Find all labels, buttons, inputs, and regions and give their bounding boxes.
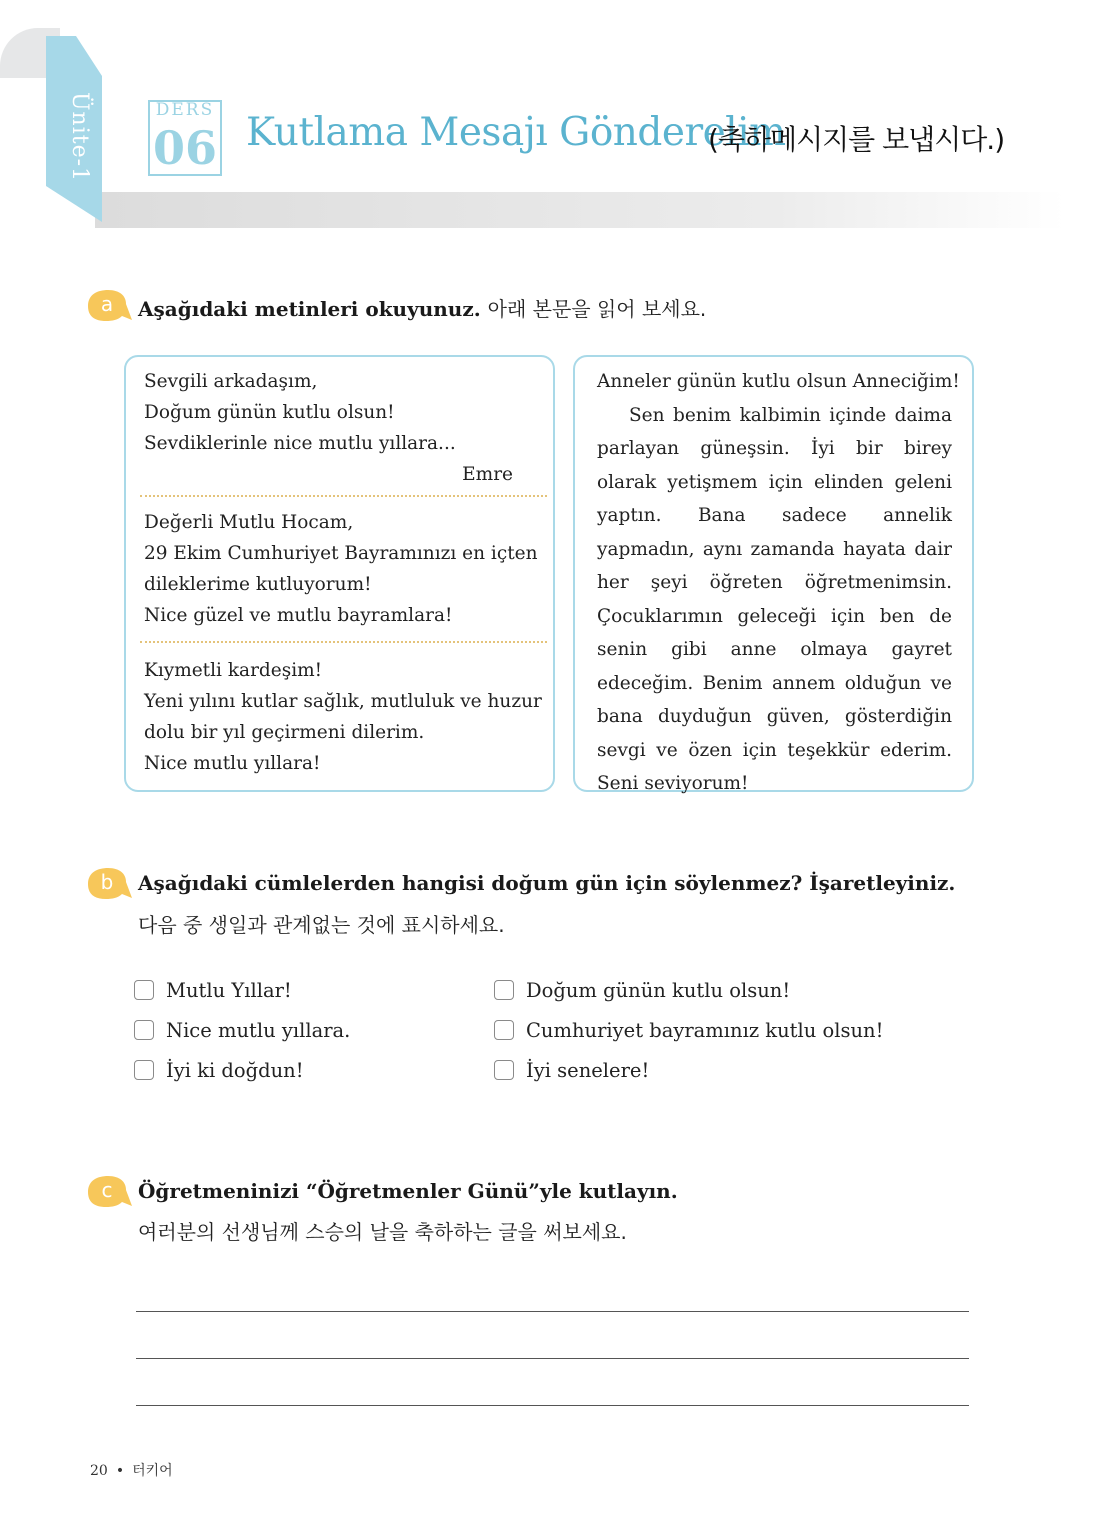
option-checkbox[interactable] [494,1055,649,1085]
message-3 [144,655,541,779]
dotted-divider [140,495,547,497]
letter-greeting: Anneler günün kutlu olsun Anneciğim! [597,371,960,392]
checkbox-icon[interactable] [494,1020,514,1040]
unit-tab-label: Ünite-1 [67,91,92,183]
answer-line[interactable] [136,1405,969,1406]
option-label: Doğum günün kutlu olsun! [526,978,791,1002]
section-a-instruction-ko: 아래 본문을 읽어 보세요. [487,297,707,321]
marker-a-letter: a [100,292,114,316]
lesson-word: DERS [155,100,215,120]
lesson-number: 06 [152,121,217,175]
header-bar [95,192,1065,228]
section-a-instruction [138,293,706,322]
option-checkbox[interactable] [134,1055,304,1085]
option-checkbox[interactable] [134,975,292,1005]
letter-box [573,355,974,792]
message-line: Değerli Mutlu Hocam, [144,512,354,533]
message-line: Kıymetli kardeşim! [144,660,323,681]
option-label: İyi senelere! [526,1058,650,1082]
book-title: 터키어 [132,1463,173,1479]
section-b-instruction: Aşağıdaki cümlelerden hangisi doğum gün için söylenmez? İşaretleyiniz. [138,871,956,895]
option-label: Mutlu Yıllar! [166,978,292,1002]
mothers-day-letter [597,365,960,801]
message-line: Sevdiklerinle nice mutlu yıllara... [144,433,456,454]
option-label: Nice mutlu yıllara. [166,1018,351,1042]
checkbox-icon[interactable] [494,980,514,1000]
message-line: Sevgili arkadaşım, [144,371,318,392]
page-number: 20 [90,1463,108,1479]
option-label: İyi ki doğdun! [166,1058,304,1082]
message-line: Nice mutlu yıllara! [144,753,321,774]
section-c-instruction-ko: 여러분의 선생님께 스승의 날을 축하하는 글을 써보세요. [138,1220,627,1244]
letter-body: Sen benim kalbimin içinde daima parlayan güneşsin. İyi bir birey olarak yetişmem için elinden geleni yaptın. Bana sadece annelik yapmadın, aynı zamanda hayata dair her şeyi öğreten öğretmenimsin. Çocuklarımın geleceği için ben de senin gibi anne olmaya gayret edeceğim. Benim annem olduğun ve bana duyduğun güven, gösterdiğin sevgi ve özen için teşekkür ederim. Seni seviyorum! [597,404,952,794]
option-checkbox[interactable] [494,975,790,1005]
answer-line[interactable] [136,1358,969,1359]
message-line: Nice güzel ve mutlu bayramlara! [144,605,453,626]
message-line: dolu bir yıl geçirmeni dilerim. [144,722,425,743]
checkbox-icon[interactable] [134,980,154,1000]
marker-c-letter: c [101,1178,113,1202]
message-line: 29 Ekim Cumhuriyet Bayramınızı en içten [144,543,538,564]
marker-b-letter: b [100,870,114,894]
message-line: Yeni yılını kutlar sağlık, mutluluk ve huzur [144,691,542,712]
option-label: Cumhuriyet bayramınız kutlu olsun! [526,1018,884,1042]
option-checkbox[interactable] [134,1015,350,1045]
answer-line[interactable] [136,1311,969,1312]
checkbox-icon[interactable] [134,1020,154,1040]
message-2 [144,507,541,631]
checkbox-icon[interactable] [134,1060,154,1080]
footer-bullet: • [115,1463,125,1479]
page-title-korean: (축하메시지를 보냅시다.) [708,123,1005,156]
message-signature: Emre [462,464,513,485]
page-footer [90,1460,173,1480]
section-a-instruction-tr: Aşağıdaki metinleri okuyunuz. [138,297,481,321]
section-c-instruction: Öğretmeninizi “Öğretmenler Günü”yle kutlayın. [138,1179,678,1203]
dotted-divider [140,641,547,643]
option-checkbox[interactable] [494,1015,883,1045]
checkbox-icon[interactable] [494,1060,514,1080]
section-b-instruction-ko: 다음 중 생일과 관계없는 것에 표시하세요. [138,913,505,937]
page-title: Kutlama Mesajı Gönderelim [246,110,786,155]
message-line: dileklerime kutluyorum! [144,574,372,595]
message-1 [144,366,541,490]
message-line: Doğum günün kutlu olsun! [144,402,395,423]
messages-box [124,355,555,792]
